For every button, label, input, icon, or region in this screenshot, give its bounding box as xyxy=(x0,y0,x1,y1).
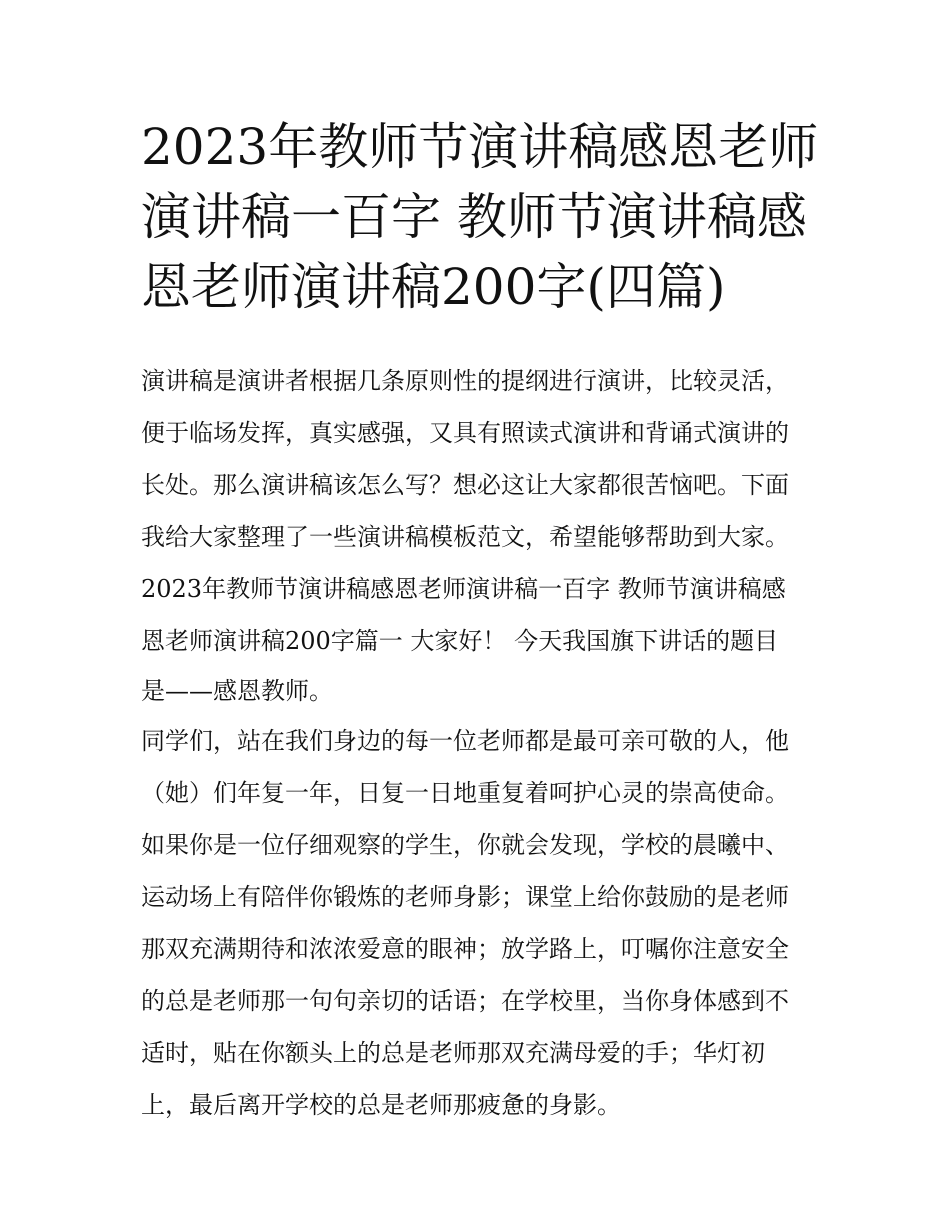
body-line: 上，最后离开学校的总是老师那疲惫的身影。 xyxy=(141,1091,621,1119)
body-line: 的总是老师那一句句亲切的话语；在学校里，当你身体感到不 xyxy=(141,987,789,1015)
body-line: 是——感恩教师。 xyxy=(141,677,333,705)
document-body xyxy=(141,355,821,1131)
title-line-3: 恩老师演讲稿200字(四篇) xyxy=(141,258,726,316)
body-line: 我给大家整理了一些演讲稿模板范文，希望能够帮助到大家。 xyxy=(141,523,789,551)
document-title xyxy=(141,112,821,322)
body-line: 便于临场发挥，真实感强，又具有照读式演讲和背诵式演讲的 xyxy=(141,419,789,447)
body-line: （她）们年复一年，日复一日地重复着呵护心灵的崇高使命。 xyxy=(141,779,789,807)
title-line-2: 演讲稿一百字 教师节演讲稿感 xyxy=(141,188,807,246)
title-line-1: 2023年教师节演讲稿感恩老师 xyxy=(141,118,819,176)
body-line: 2023年教师节演讲稿感恩老师演讲稿一百字 教师节演讲稿感 xyxy=(141,575,786,603)
body-line: 长处。那么演讲稿该怎么写？想必这让大家都很苦恼吧。下面 xyxy=(141,471,789,499)
body-line: 那双充满期待和浓浓爱意的眼神；放学路上，叮嘱你注意安全 xyxy=(141,935,789,963)
body-line: 运动场上有陪伴你锻炼的老师身影；课堂上给你鼓励的是老师 xyxy=(141,883,789,911)
body-line: 如果你是一位仔细观察的学生，你就会发现，学校的晨曦中、 xyxy=(141,831,789,859)
body-line: 演讲稿是演讲者根据几条原则性的提纲进行演讲，比较灵活， xyxy=(141,367,789,395)
body-line: 适时，贴在你额头上的总是老师那双充满母爱的手；华灯初 xyxy=(141,1039,765,1067)
body-line: 同学们，站在我们身边的每一位老师都是最可亲可敬的人，他 xyxy=(141,727,789,755)
body-line: 恩老师演讲稿200字篇一 大家好！ 今天我国旗下讲话的题目 xyxy=(141,627,779,655)
